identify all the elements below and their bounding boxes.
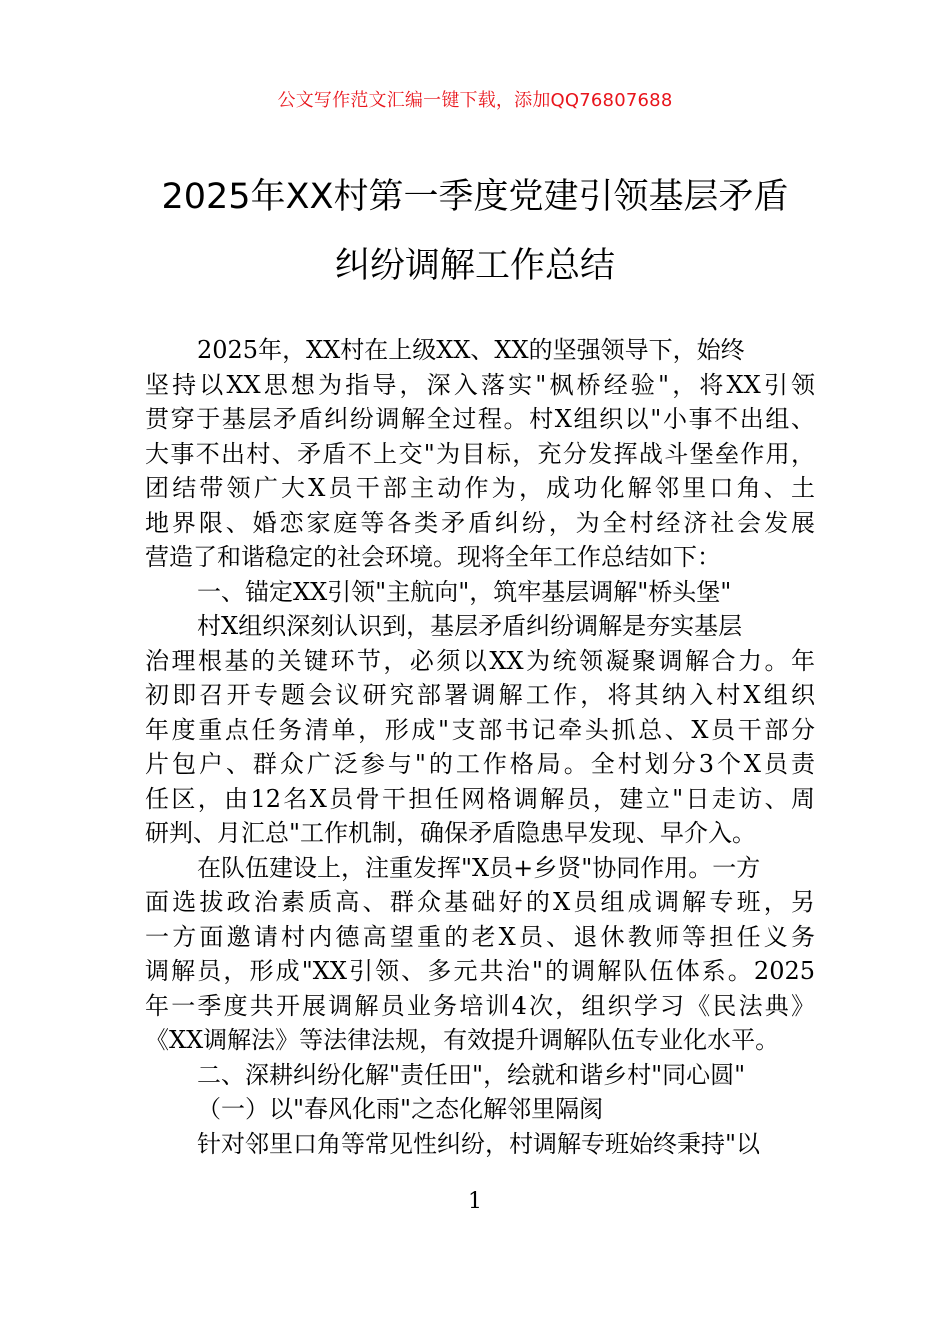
paragraph-2-line-4: 年度重点任务清单，形成"支部书记牵头抓总、X员干部分 bbox=[145, 715, 815, 744]
paragraph-1-line-4: 大事不出村、矛盾不上交"为目标，充分发挥战斗堡垒作用， bbox=[145, 439, 815, 468]
document-title-line-1: 2025年XX村第一季度党建引领基层矛盾 bbox=[161, 177, 789, 217]
document-title-line-2: 纠纷调解工作总结 bbox=[334, 246, 615, 286]
paragraph-1-line-2: 坚持以XX思想为指导，深入落实"枫桥经验"，将XX引领 bbox=[145, 370, 815, 399]
paragraph-2-line-3: 初即召开专题会议研究部署调解工作，将其纳入村X组织 bbox=[145, 681, 815, 709]
paragraph-3-line-4: 调解员，形成"XX引领、多元共治"的调解队伍体系。2025 bbox=[145, 957, 815, 985]
paragraph-3-line-2: 面选拔政治素质高、群众基础好的X员组成调解专班，另 bbox=[145, 888, 815, 916]
paragraph-3-line-1: 在队伍建设上，注重发挥"X员+乡贤"协同作用。一方 bbox=[197, 853, 761, 882]
paragraph-2-line-7: 研判、月汇总"工作机制，确保矛盾隐患早发现、早介入。 bbox=[145, 819, 757, 847]
paragraph-4-line-1: 针对邻里口角等常见性纠纷，村调解专班始终秉持"以 bbox=[197, 1129, 761, 1158]
subsection-heading-1: （一）以"春风化雨"之态化解邻里隔阂 bbox=[197, 1095, 604, 1123]
paragraph-3-line-3: 一方面邀请村内德高望重的老X员、退休教师等担任义务 bbox=[145, 922, 815, 951]
paragraph-1-line-1: 2025年，XX村在上级XX、XX的坚强领导下，始终 bbox=[197, 336, 745, 364]
paragraph-3-line-5: 年一季度共开展调解员业务培训4次，组织学习《民法典》 bbox=[145, 991, 815, 1020]
document-body bbox=[145, 333, 815, 1161]
section-heading-2: 二、深耕纠纷化解"责任田"，绘就和谐乡村"同心圆" bbox=[197, 1060, 746, 1089]
paragraph-2-line-6: 任区，由12名X员骨干担任网格调解员，建立"日走访、周 bbox=[145, 784, 815, 813]
paragraph-3-line-6: 《XX调解法》等法律法规，有效提升调解队伍专业化水平。 bbox=[145, 1026, 780, 1054]
paragraph-1-line-6: 地界限、婚恋家庭等各类矛盾纠纷，为全村经济社会发展 bbox=[145, 508, 815, 537]
section-heading-1: 一、锚定XX引领"主航向"，筑牢基层调解"桥头堡" bbox=[197, 577, 732, 606]
download-notice: 公文写作范文汇编一键下载，添加QQ76807688 bbox=[277, 90, 673, 111]
paragraph-1-line-3: 贯穿于基层矛盾纠纷调解全过程。村X组织以"小事不出组、 bbox=[145, 405, 815, 433]
paragraph-1-line-7: 营造了和谐稳定的社会环境。现将全年工作总结如下： bbox=[145, 543, 721, 571]
paragraph-2-line-5: 片包户、群众广泛参与"的工作格局。全村划分3个X员责 bbox=[145, 750, 815, 778]
paragraph-2-line-2: 治理根基的关键环节，必须以XX为统领凝聚调解合力。年 bbox=[145, 646, 815, 675]
paragraph-2-line-1: 村X组织深刻认识到，基层矛盾纠纷调解是夯实基层 bbox=[197, 612, 743, 640]
page-number: 1 bbox=[468, 1189, 482, 1214]
paragraph-1-line-5: 团结带领广大X员干部主动作为，成功化解邻里口角、土 bbox=[145, 474, 815, 502]
